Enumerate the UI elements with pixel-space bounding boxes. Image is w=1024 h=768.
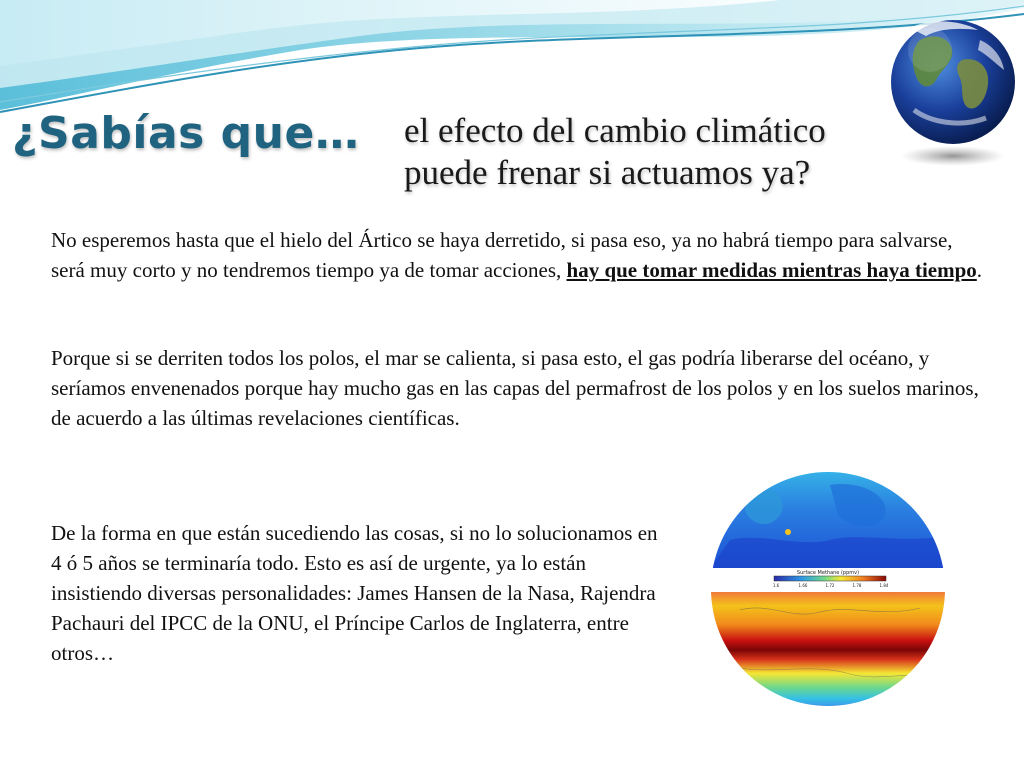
- slide-title: ¿Sabías que…: [12, 108, 360, 159]
- subtitle-line-1: el efecto del cambio climático: [404, 111, 826, 150]
- paragraph-1-end: .: [976, 258, 983, 282]
- paragraph-urgency: De la forma en que están sucediendo las cosas, si no lo solucionamos en 4 ó 5 años se terminaría todo. Esto es así de urgente, ya lo están insistiendo diversas personalidades: James Hansen de la Nasa, Rajendra Pachauri del IPCC de la ONU, el Príncipe Carlos de Inglaterra, entre otros…: [51, 521, 658, 665]
- surface-methane-map-image: [710, 470, 946, 708]
- slide-subtitle: [404, 110, 924, 194]
- methane-legend-tick: 1.78: [852, 583, 862, 588]
- methane-legend-tick: 1.84: [879, 583, 889, 588]
- methane-legend-tick: 1.72: [825, 583, 835, 588]
- paragraph-1-text: No esperemos hasta que el hielo del Ártico se haya derretido, si pasa eso, ya no habrá tiempo para salvarse, será muy corto y no tendremos tiempo ya de tomar acciones,: [51, 228, 953, 282]
- subtitle-line-2: puede frenar si actuamos ya?: [404, 153, 811, 192]
- methane-legend-tick: 1.66: [798, 583, 808, 588]
- methane-legend-title: Surface Methane (ppmv): [796, 570, 860, 576]
- paragraph-1-emphasis: hay que tomar medidas mientras haya tiempo: [566, 258, 977, 282]
- paragraph-poles-gas: Porque si se derriten todos los polos, el mar se calienta, si pasa esto, el gas podría liberarse del océano, y seríamos envenenados porque hay mucho gas en las capas del permafrost de los polos y en los suelos marinos, de acuerdo a las últimas revelaciones científicas.: [51, 346, 979, 430]
- methane-legend-tick: 1.6: [772, 583, 780, 588]
- paragraph-arctic-ice: [51, 225, 986, 285]
